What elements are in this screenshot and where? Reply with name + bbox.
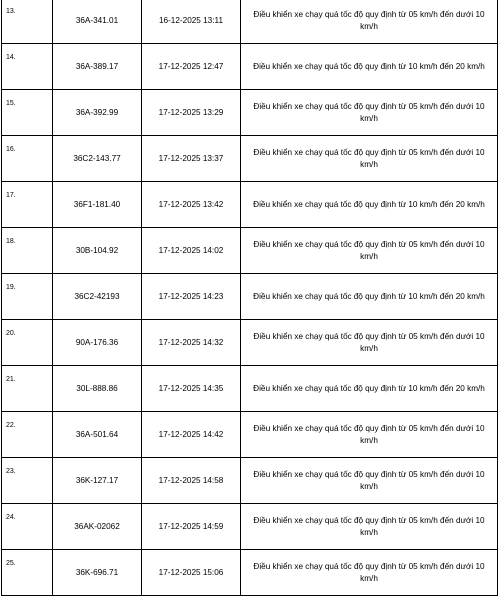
violation-description: Điều khiển xe chạy quá tốc độ quy định từ 05 km/h đến dưới 10 km/h [253,101,485,123]
table-row [2,44,498,90]
table-row [2,504,498,550]
license-plate: 36A-389.17 [53,44,142,90]
violation-description: Điều khiển xe chạy quá tốc độ quy định từ 05 km/h đến dưới 10 km/h [253,9,485,31]
table-row [2,90,498,136]
violation-description-cell [241,550,498,596]
violations-table-body [2,0,498,596]
license-plate: 36F1-181.40 [53,182,142,228]
violation-description: Điều khiển xe chạy quá tốc độ quy định từ 05 km/h đến dưới 10 km/h [253,239,485,261]
license-plate: 36A-341.01 [53,0,142,44]
table-row [2,0,498,44]
row-number: 17. [2,182,53,228]
violation-description-cell [241,458,498,504]
table-row [2,182,498,228]
row-number: 23. [2,458,53,504]
license-plate: 36K-696.71 [53,550,142,596]
table-row [2,412,498,458]
violation-time: 17-12-2025 13:37 [142,136,241,182]
violation-description: Điều khiển xe chạy quá tốc độ quy định từ 10 km/h đến 20 km/h [253,291,485,301]
violation-description: Điều khiển xe chạy quá tốc độ quy định từ 05 km/h đến dưới 10 km/h [253,331,485,353]
violation-description: Điều khiển xe chạy quá tốc độ quy định từ 05 km/h đến dưới 10 km/h [253,561,485,583]
violation-description: Điều khiển xe chạy quá tốc độ quy định từ 05 km/h đến dưới 10 km/h [253,515,485,537]
violation-description: Điều khiển xe chạy quá tốc độ quy định từ 05 km/h đến dưới 10 km/h [253,423,485,445]
row-number: 18. [2,228,53,274]
violation-time: 16-12-2025 13:11 [142,0,241,44]
violation-time: 17-12-2025 14:02 [142,228,241,274]
table-row [2,136,498,182]
violation-time: 17-12-2025 13:42 [142,182,241,228]
table-row [2,550,498,596]
violation-description-cell [241,136,498,182]
violation-description-cell [241,182,498,228]
violation-time: 17-12-2025 14:58 [142,458,241,504]
violation-time: 17-12-2025 13:29 [142,90,241,136]
violation-description-cell [241,274,498,320]
row-number: 24. [2,504,53,550]
table-row [2,228,498,274]
license-plate: 36C2-143.77 [53,136,142,182]
violation-description: Điều khiển xe chạy quá tốc độ quy định từ 05 km/h đến dưới 10 km/h [253,469,485,491]
license-plate: 36C2-42193 [53,274,142,320]
violation-time: 17-12-2025 15:06 [142,550,241,596]
row-number: 14. [2,44,53,90]
row-number: 15. [2,90,53,136]
violation-time: 17-12-2025 14:23 [142,274,241,320]
violation-description-cell [241,0,498,44]
violation-description-cell [241,90,498,136]
row-number: 25. [2,550,53,596]
license-plate: 36AK-02062 [53,504,142,550]
license-plate: 30L-888.86 [53,366,142,412]
violation-description-cell [241,504,498,550]
violation-time: 17-12-2025 14:35 [142,366,241,412]
row-number: 22. [2,412,53,458]
license-plate: 36A-392.99 [53,90,142,136]
table-row [2,366,498,412]
row-number: 13. [2,0,53,44]
violation-description-cell [241,44,498,90]
table-row [2,320,498,366]
violation-time: 17-12-2025 14:32 [142,320,241,366]
violation-time: 17-12-2025 14:42 [142,412,241,458]
row-number: 20. [2,320,53,366]
violation-description: Điều khiển xe chạy quá tốc độ quy định từ 05 km/h đến dưới 10 km/h [253,147,485,169]
license-plate: 30B-104.92 [53,228,142,274]
violations-table [1,0,498,596]
violation-description-cell [241,320,498,366]
violation-description-cell [241,412,498,458]
table-row [2,458,498,504]
row-number: 16. [2,136,53,182]
license-plate: 36A-501.64 [53,412,142,458]
table-row [2,274,498,320]
violation-description-cell [241,228,498,274]
violation-description: Điều khiển xe chạy quá tốc độ quy định từ 10 km/h đến 20 km/h [253,383,485,393]
violation-description: Điều khiển xe chạy quá tốc độ quy định từ 10 km/h đến 20 km/h [253,61,485,71]
violation-description: Điều khiển xe chạy quá tốc độ quy định từ 10 km/h đến 20 km/h [253,199,485,209]
row-number: 19. [2,274,53,320]
violation-time: 17-12-2025 14:59 [142,504,241,550]
row-number: 21. [2,366,53,412]
violation-description-cell [241,366,498,412]
license-plate: 90A-176.36 [53,320,142,366]
license-plate: 36K-127.17 [53,458,142,504]
violation-time: 17-12-2025 12:47 [142,44,241,90]
